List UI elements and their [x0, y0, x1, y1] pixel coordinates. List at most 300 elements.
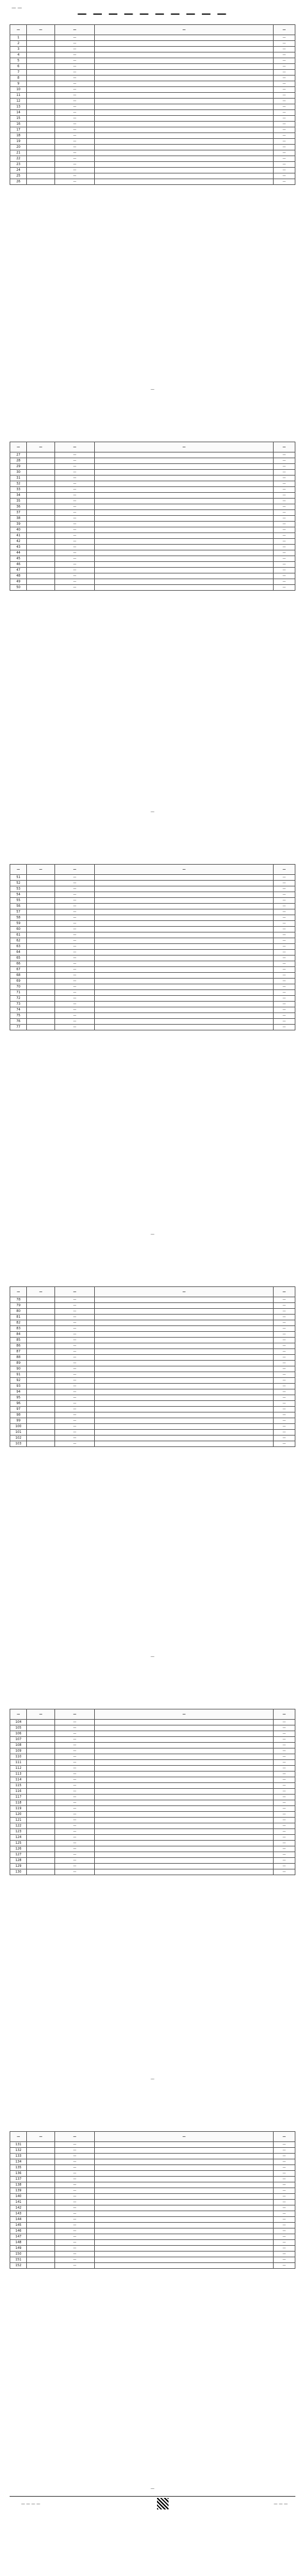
table-row — [10, 1777, 295, 1783]
towns-cell — [95, 504, 274, 510]
table-row — [10, 87, 295, 93]
table-row — [10, 1007, 295, 1013]
city-cell — [27, 1025, 54, 1030]
level-cell: — — [274, 1720, 295, 1725]
county-cell: — — [54, 476, 95, 481]
table-row — [10, 2200, 295, 2205]
city-cell — [27, 1002, 54, 1007]
city-cell — [27, 64, 54, 70]
level-cell: — — [274, 173, 295, 179]
row-number: 39 — [10, 522, 27, 527]
level-cell: — — [274, 1841, 295, 1846]
row-number: 111 — [10, 1760, 27, 1766]
towns-cell — [95, 881, 274, 886]
city-cell — [27, 464, 54, 470]
column-header: — — [54, 25, 95, 35]
level-cell: — — [274, 76, 295, 81]
towns-cell — [95, 1338, 274, 1343]
county-cell: — — [54, 979, 95, 984]
header-row — [10, 442, 295, 452]
towns-cell — [95, 1852, 274, 1858]
row-number: 141 — [10, 2200, 27, 2205]
level-cell: — — [274, 1372, 295, 1378]
city-cell — [27, 1772, 54, 1777]
level-cell: — — [274, 1338, 295, 1343]
row-number: 134 — [10, 2159, 27, 2165]
towns-cell — [95, 452, 274, 458]
city-cell — [27, 2200, 54, 2205]
county-cell: — — [54, 1441, 95, 1447]
county-cell: — — [54, 2257, 95, 2263]
towns-cell — [95, 1309, 274, 1315]
table-row — [10, 1355, 295, 1361]
towns-cell — [95, 527, 274, 533]
table-row — [10, 1783, 295, 1789]
county-cell: — — [54, 1829, 95, 1835]
towns-cell — [95, 1389, 274, 1395]
table-row — [10, 1841, 295, 1846]
table-row — [10, 452, 295, 458]
towns-cell — [95, 898, 274, 904]
table-row — [10, 539, 295, 545]
towns-cell — [95, 1361, 274, 1366]
row-number: 119 — [10, 1806, 27, 1812]
city-cell — [27, 973, 54, 979]
level-cell: — — [274, 87, 295, 93]
column-header: — — [54, 865, 95, 875]
city-cell — [27, 909, 54, 915]
city-cell — [27, 2240, 54, 2246]
city-cell — [27, 967, 54, 973]
row-number: 80 — [10, 1309, 27, 1315]
level-cell: — — [274, 162, 295, 168]
towns-cell — [95, 875, 274, 881]
county-cell: — — [54, 1372, 95, 1378]
table-row — [10, 35, 295, 41]
table-row — [10, 2223, 295, 2228]
city-cell — [27, 1777, 54, 1783]
table-row — [10, 1766, 295, 1772]
data-table — [10, 1286, 295, 1447]
document-page — [0, 1267, 305, 1677]
county-cell: — — [54, 2240, 95, 2246]
table-row — [10, 1025, 295, 1030]
row-number: 32 — [10, 481, 27, 487]
table-row — [10, 1395, 295, 1401]
level-cell: — — [274, 1852, 295, 1858]
county-cell: — — [54, 1812, 95, 1818]
row-number: 19 — [10, 139, 27, 145]
row-number: 30 — [10, 470, 27, 476]
table-row — [10, 76, 295, 81]
city-cell — [27, 585, 54, 591]
table-row — [10, 2194, 295, 2200]
table-row — [10, 127, 295, 133]
towns-cell — [95, 1320, 274, 1326]
city-cell — [27, 452, 54, 458]
row-number: 96 — [10, 1401, 27, 1407]
row-number: 101 — [10, 1430, 27, 1436]
row-number: 87 — [10, 1349, 27, 1355]
towns-cell — [95, 470, 274, 476]
table-row — [10, 1384, 295, 1389]
table-row — [10, 1800, 295, 1806]
city-cell — [27, 1818, 54, 1823]
city-cell — [27, 52, 54, 58]
row-number: 108 — [10, 1743, 27, 1748]
table-row — [10, 1315, 295, 1320]
county-cell: — — [54, 1384, 95, 1389]
level-cell: — — [274, 1395, 295, 1401]
city-cell — [27, 579, 54, 585]
city-cell — [27, 1395, 54, 1401]
city-cell — [27, 1361, 54, 1366]
towns-cell — [95, 2142, 274, 2148]
row-number: 27 — [10, 452, 27, 458]
level-cell: — — [274, 2142, 295, 2148]
towns-cell — [95, 58, 274, 64]
city-cell — [27, 2205, 54, 2211]
towns-cell — [95, 886, 274, 892]
county-cell: — — [54, 1731, 95, 1737]
towns-cell — [95, 139, 274, 145]
data-table-wrap — [10, 24, 295, 185]
city-cell — [27, 76, 54, 81]
row-number: 95 — [10, 1395, 27, 1401]
table-row — [10, 904, 295, 909]
towns-cell — [95, 2228, 274, 2234]
row-number: 62 — [10, 938, 27, 944]
county-cell: — — [54, 1766, 95, 1772]
towns-cell — [95, 1795, 274, 1800]
city-cell — [27, 562, 54, 568]
towns-cell — [95, 47, 274, 52]
level-cell: — — [274, 921, 295, 927]
towns-cell — [95, 2234, 274, 2240]
level-cell: — — [274, 93, 295, 99]
county-cell: — — [54, 921, 95, 927]
level-cell: — — [274, 1725, 295, 1731]
table-row — [10, 2211, 295, 2217]
table-row — [10, 1412, 295, 1418]
city-cell — [27, 1835, 54, 1841]
towns-cell — [95, 2223, 274, 2228]
row-number: 16 — [10, 122, 27, 127]
county-cell: — — [54, 1303, 95, 1309]
table-row — [10, 585, 295, 591]
table-row — [10, 1441, 295, 1447]
level-cell: — — [274, 2257, 295, 2263]
row-number: 46 — [10, 562, 27, 568]
level-cell: — — [274, 932, 295, 938]
towns-cell — [95, 573, 274, 579]
table-row — [10, 1326, 295, 1332]
row-number: 128 — [10, 1858, 27, 1864]
row-number: 104 — [10, 1720, 27, 1725]
county-cell: — — [54, 892, 95, 898]
towns-cell — [95, 2159, 274, 2165]
county-cell: — — [54, 984, 95, 990]
county-cell: — — [54, 41, 95, 47]
towns-cell — [95, 145, 274, 150]
city-cell — [27, 2154, 54, 2159]
table-row — [10, 898, 295, 904]
towns-cell — [95, 122, 274, 127]
level-cell: — — [274, 2252, 295, 2257]
table-row — [10, 139, 295, 145]
column-header: — — [274, 1287, 295, 1297]
towns-cell — [95, 150, 274, 156]
city-cell — [27, 1320, 54, 1326]
city-cell — [27, 87, 54, 93]
county-cell: — — [54, 533, 95, 539]
row-number: 13 — [10, 104, 27, 110]
county-cell: — — [54, 1806, 95, 1812]
table-row — [10, 1436, 295, 1441]
towns-cell — [95, 87, 274, 93]
county-cell: — — [54, 1343, 95, 1349]
table-row — [10, 47, 295, 52]
row-number: 44 — [10, 550, 27, 556]
column-header: — — [27, 1287, 54, 1297]
row-number: 2 — [10, 41, 27, 47]
row-number: 79 — [10, 1303, 27, 1309]
city-cell — [27, 944, 54, 950]
city-cell — [27, 110, 54, 116]
table-row — [10, 1389, 295, 1395]
county-cell: — — [54, 1748, 95, 1754]
county-cell: — — [54, 1332, 95, 1338]
county-cell: — — [54, 52, 95, 58]
county-cell: — — [54, 2234, 95, 2240]
level-cell: — — [274, 1783, 295, 1789]
row-number: 84 — [10, 1332, 27, 1338]
city-cell — [27, 81, 54, 87]
level-cell: — — [274, 64, 295, 70]
city-cell — [27, 2234, 54, 2240]
level-cell: — — [274, 1777, 295, 1783]
table-row — [10, 64, 295, 70]
level-cell: — — [274, 1812, 295, 1818]
row-number: 122 — [10, 1823, 27, 1829]
table-row — [10, 1720, 295, 1725]
level-cell: — — [274, 2240, 295, 2246]
column-header: — — [274, 442, 295, 452]
county-cell: — — [54, 1349, 95, 1355]
table-row — [10, 156, 295, 162]
city-cell — [27, 476, 54, 481]
table-row — [10, 2148, 295, 2154]
county-cell: — — [54, 956, 95, 961]
county-cell: — — [54, 545, 95, 550]
row-number: 12 — [10, 99, 27, 104]
city-cell — [27, 1378, 54, 1384]
towns-cell — [95, 41, 274, 47]
table-row — [10, 956, 295, 961]
county-cell: — — [54, 2159, 95, 2165]
city-cell — [27, 2217, 54, 2223]
towns-cell — [95, 156, 274, 162]
level-cell: — — [274, 2200, 295, 2205]
city-cell — [27, 568, 54, 573]
document-page — [0, 0, 305, 410]
table-row — [10, 1378, 295, 1384]
towns-cell — [95, 64, 274, 70]
towns-cell — [95, 127, 274, 133]
city-cell — [27, 984, 54, 990]
county-cell: — — [54, 1841, 95, 1846]
towns-cell — [95, 2246, 274, 2252]
table-row — [10, 476, 295, 481]
county-cell: — — [54, 1800, 95, 1806]
towns-cell — [95, 921, 274, 927]
towns-cell — [95, 2252, 274, 2257]
row-number: 140 — [10, 2194, 27, 2200]
row-number: 137 — [10, 2177, 27, 2182]
county-cell: — — [54, 1783, 95, 1789]
row-number: 105 — [10, 1725, 27, 1731]
city-cell — [27, 1412, 54, 1418]
county-cell: — — [54, 493, 95, 499]
row-number: 133 — [10, 2154, 27, 2159]
column-header: — — [95, 25, 274, 35]
city-cell — [27, 1372, 54, 1378]
document-page — [0, 2112, 305, 2522]
towns-cell — [95, 522, 274, 527]
county-cell: — — [54, 168, 95, 173]
table-row — [10, 464, 295, 470]
document-title: — — — — — — — — — — — [77, 8, 228, 19]
towns-cell — [95, 1343, 274, 1349]
level-cell: — — [274, 1829, 295, 1835]
towns-cell — [95, 1436, 274, 1441]
table-row — [10, 2263, 295, 2269]
county-cell: — — [54, 915, 95, 921]
level-cell: — — [274, 886, 295, 892]
towns-cell — [95, 516, 274, 522]
level-cell: — — [274, 956, 295, 961]
row-number: 148 — [10, 2240, 27, 2246]
row-number: 129 — [10, 1864, 27, 1869]
towns-cell — [95, 493, 274, 499]
row-number: 93 — [10, 1384, 27, 1389]
city-cell — [27, 133, 54, 139]
table-row — [10, 1401, 295, 1407]
data-table — [10, 442, 295, 591]
towns-cell — [95, 973, 274, 979]
city-cell — [27, 1737, 54, 1743]
city-cell — [27, 1829, 54, 1835]
row-number: 14 — [10, 110, 27, 116]
level-cell: — — [274, 1309, 295, 1315]
table-head — [10, 1709, 295, 1720]
level-cell: — — [274, 1355, 295, 1361]
row-number: 25 — [10, 173, 27, 179]
table-row — [10, 1424, 295, 1430]
table-row — [10, 573, 295, 579]
county-cell: — — [54, 990, 95, 996]
table-row — [10, 545, 295, 550]
towns-cell — [95, 458, 274, 464]
row-number: 99 — [10, 1418, 27, 1424]
towns-cell — [95, 2165, 274, 2171]
level-cell: — — [274, 452, 295, 458]
city-cell — [27, 70, 54, 76]
table-row — [10, 979, 295, 984]
towns-cell — [95, 1326, 274, 1332]
city-cell — [27, 1326, 54, 1332]
towns-cell — [95, 1818, 274, 1823]
table-row — [10, 2177, 295, 2182]
data-table-wrap — [10, 1709, 295, 1875]
row-number: 115 — [10, 1783, 27, 1789]
county-cell: — — [54, 1378, 95, 1384]
level-cell: — — [274, 1315, 295, 1320]
table-row — [10, 881, 295, 886]
row-number: 55 — [10, 898, 27, 904]
county-cell: — — [54, 1309, 95, 1315]
city-cell — [27, 104, 54, 110]
county-cell: — — [54, 568, 95, 573]
table-row — [10, 173, 295, 179]
county-cell: — — [54, 1823, 95, 1829]
row-number: 83 — [10, 1326, 27, 1332]
towns-cell — [95, 1858, 274, 1864]
city-cell — [27, 892, 54, 898]
city-cell — [27, 139, 54, 145]
county-cell: — — [54, 2217, 95, 2223]
table-row — [10, 921, 295, 927]
page-number: — — [151, 387, 154, 392]
county-cell: — — [54, 116, 95, 122]
county-cell: — — [54, 1737, 95, 1743]
level-cell: — — [274, 904, 295, 909]
county-cell: — — [54, 886, 95, 892]
county-cell: — — [54, 909, 95, 915]
table-row — [10, 927, 295, 932]
city-cell — [27, 522, 54, 527]
row-number: 131 — [10, 2142, 27, 2148]
level-cell: — — [274, 2171, 295, 2177]
towns-cell — [95, 956, 274, 961]
row-number: 147 — [10, 2234, 27, 2240]
city-cell — [27, 47, 54, 52]
table-row — [10, 2165, 295, 2171]
city-cell — [27, 921, 54, 927]
row-number: 92 — [10, 1378, 27, 1384]
county-cell: — — [54, 76, 95, 81]
level-cell: — — [274, 556, 295, 562]
towns-cell — [95, 967, 274, 973]
county-cell: — — [54, 481, 95, 487]
towns-cell — [95, 1355, 274, 1361]
table-row — [10, 1309, 295, 1315]
table-row — [10, 562, 295, 568]
towns-cell — [95, 585, 274, 591]
city-cell — [27, 2182, 54, 2188]
towns-cell — [95, 927, 274, 932]
page-number: — — [151, 810, 154, 814]
county-cell: — — [54, 1789, 95, 1795]
table-row — [10, 909, 295, 915]
towns-cell — [95, 1800, 274, 1806]
city-cell — [27, 2263, 54, 2269]
level-cell: — — [274, 1401, 295, 1407]
city-cell — [27, 932, 54, 938]
table-row — [10, 1852, 295, 1858]
level-cell: — — [274, 1013, 295, 1019]
level-cell: — — [274, 1743, 295, 1748]
